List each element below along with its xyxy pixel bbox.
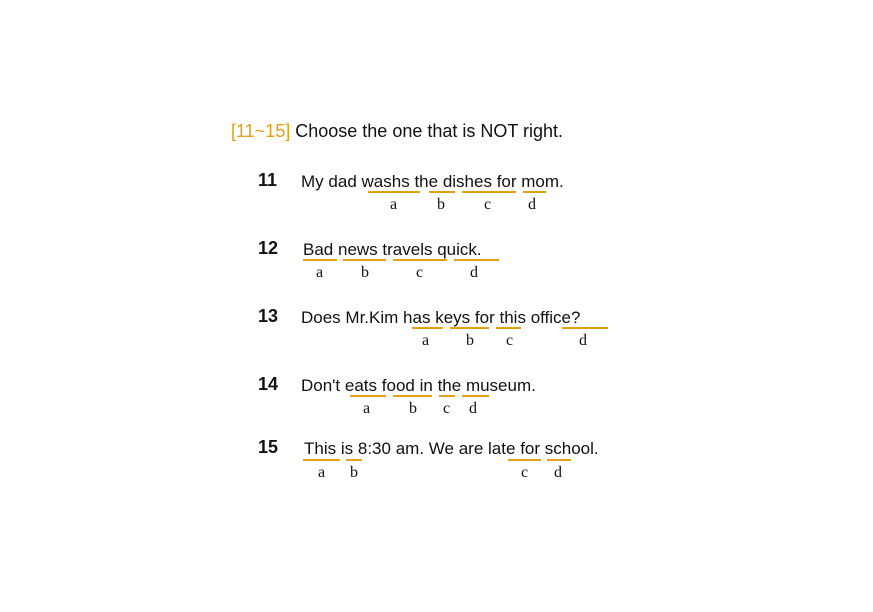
word-underlined: has	[403, 308, 431, 327]
word-underlined: for	[520, 439, 541, 458]
option-underline	[393, 395, 432, 397]
question-mark: ?	[571, 308, 581, 327]
question-number: 11	[258, 170, 278, 190]
word: Don't	[301, 376, 341, 395]
option-letter-b[interactable]: b	[437, 196, 445, 213]
word-underlined: news	[337, 240, 378, 259]
word: Mr.Kim	[345, 308, 399, 327]
option-underline	[462, 395, 489, 397]
word-underlined: quick	[437, 240, 477, 259]
word-underlined: washs	[361, 172, 410, 191]
word: dad	[328, 172, 357, 191]
option-letter-c[interactable]: c	[521, 464, 529, 481]
option-letter-b[interactable]: b	[361, 264, 369, 281]
word-underlined: eats	[344, 376, 378, 395]
word: 8:30	[357, 439, 391, 458]
question-sentence	[301, 172, 564, 192]
instruction-text: Choose the one that is NOT right.	[295, 121, 564, 141]
question-number: 15	[258, 437, 279, 457]
word: are	[458, 439, 484, 458]
option-underline	[412, 327, 443, 329]
option-letter-d[interactable]: d	[470, 264, 478, 281]
word: mom.	[521, 172, 564, 191]
word: My	[301, 172, 324, 191]
word-underlined: for	[496, 172, 517, 191]
question-number: 13	[258, 306, 279, 326]
option-letter-c[interactable]: c	[443, 400, 451, 417]
option-letter-a[interactable]: a	[318, 464, 326, 481]
word-underlined: This	[304, 439, 337, 458]
option-underline	[303, 259, 337, 261]
section-header	[231, 121, 563, 142]
option-letter-b[interactable]: b	[350, 464, 358, 481]
option-letter-c[interactable]: c	[484, 196, 492, 213]
question-sentence	[303, 240, 482, 260]
option-underline	[346, 459, 362, 461]
option-letter-d[interactable]: d	[554, 464, 562, 481]
option-letter-d[interactable]: d	[579, 332, 587, 349]
word-underlined: the	[437, 376, 462, 395]
option-underline	[393, 259, 447, 261]
option-underline	[343, 259, 386, 261]
option-underline	[523, 191, 546, 193]
option-letter-b[interactable]: b	[466, 332, 474, 349]
option-underline	[562, 327, 608, 329]
word: museum.	[465, 376, 536, 395]
word-underlined: food	[381, 376, 415, 395]
option-letter-c[interactable]: c	[506, 332, 514, 349]
word-underlined: in	[419, 376, 433, 395]
option-letter-a[interactable]: a	[422, 332, 430, 349]
option-underline	[303, 459, 340, 461]
word-underlined: travels	[382, 240, 433, 259]
option-underline	[454, 259, 499, 261]
word: this	[499, 308, 526, 327]
option-letter-d[interactable]: d	[528, 196, 536, 213]
option-underline	[439, 395, 455, 397]
question-sentence	[301, 308, 580, 328]
option-letter-d[interactable]: d	[469, 400, 477, 417]
word: Does	[301, 308, 341, 327]
word-underlined: is	[340, 439, 354, 458]
word-underlined: the	[414, 172, 439, 191]
option-underline	[462, 191, 516, 193]
question-range: [11~15]	[231, 121, 291, 141]
option-underline	[450, 327, 489, 329]
word-underlined: for	[474, 308, 495, 327]
question-number: 12	[258, 238, 279, 258]
option-letter-a[interactable]: a	[390, 196, 398, 213]
question-sentence	[301, 376, 536, 396]
option-letter-b[interactable]: b	[409, 400, 417, 417]
option-underline	[496, 327, 521, 329]
word-underlined: Bad	[303, 240, 334, 259]
option-underline	[350, 395, 386, 397]
option-letter-a[interactable]: a	[316, 264, 324, 281]
question-sentence	[304, 439, 599, 459]
word-underlined: keys	[435, 308, 471, 327]
word: school.	[544, 439, 599, 458]
word-underlined: dishes	[442, 172, 492, 191]
option-underline	[508, 459, 541, 461]
period: .	[476, 240, 482, 259]
question-number: 14	[258, 374, 279, 394]
option-underline	[368, 191, 420, 193]
word-underlined: office	[530, 308, 572, 327]
word-underlined: late	[488, 439, 516, 458]
option-underline	[547, 459, 571, 461]
option-letter-c[interactable]: c	[416, 264, 424, 281]
option-letter-a[interactable]: a	[363, 400, 371, 417]
word: We	[428, 439, 454, 458]
option-underline	[429, 191, 455, 193]
word: am.	[395, 439, 425, 458]
